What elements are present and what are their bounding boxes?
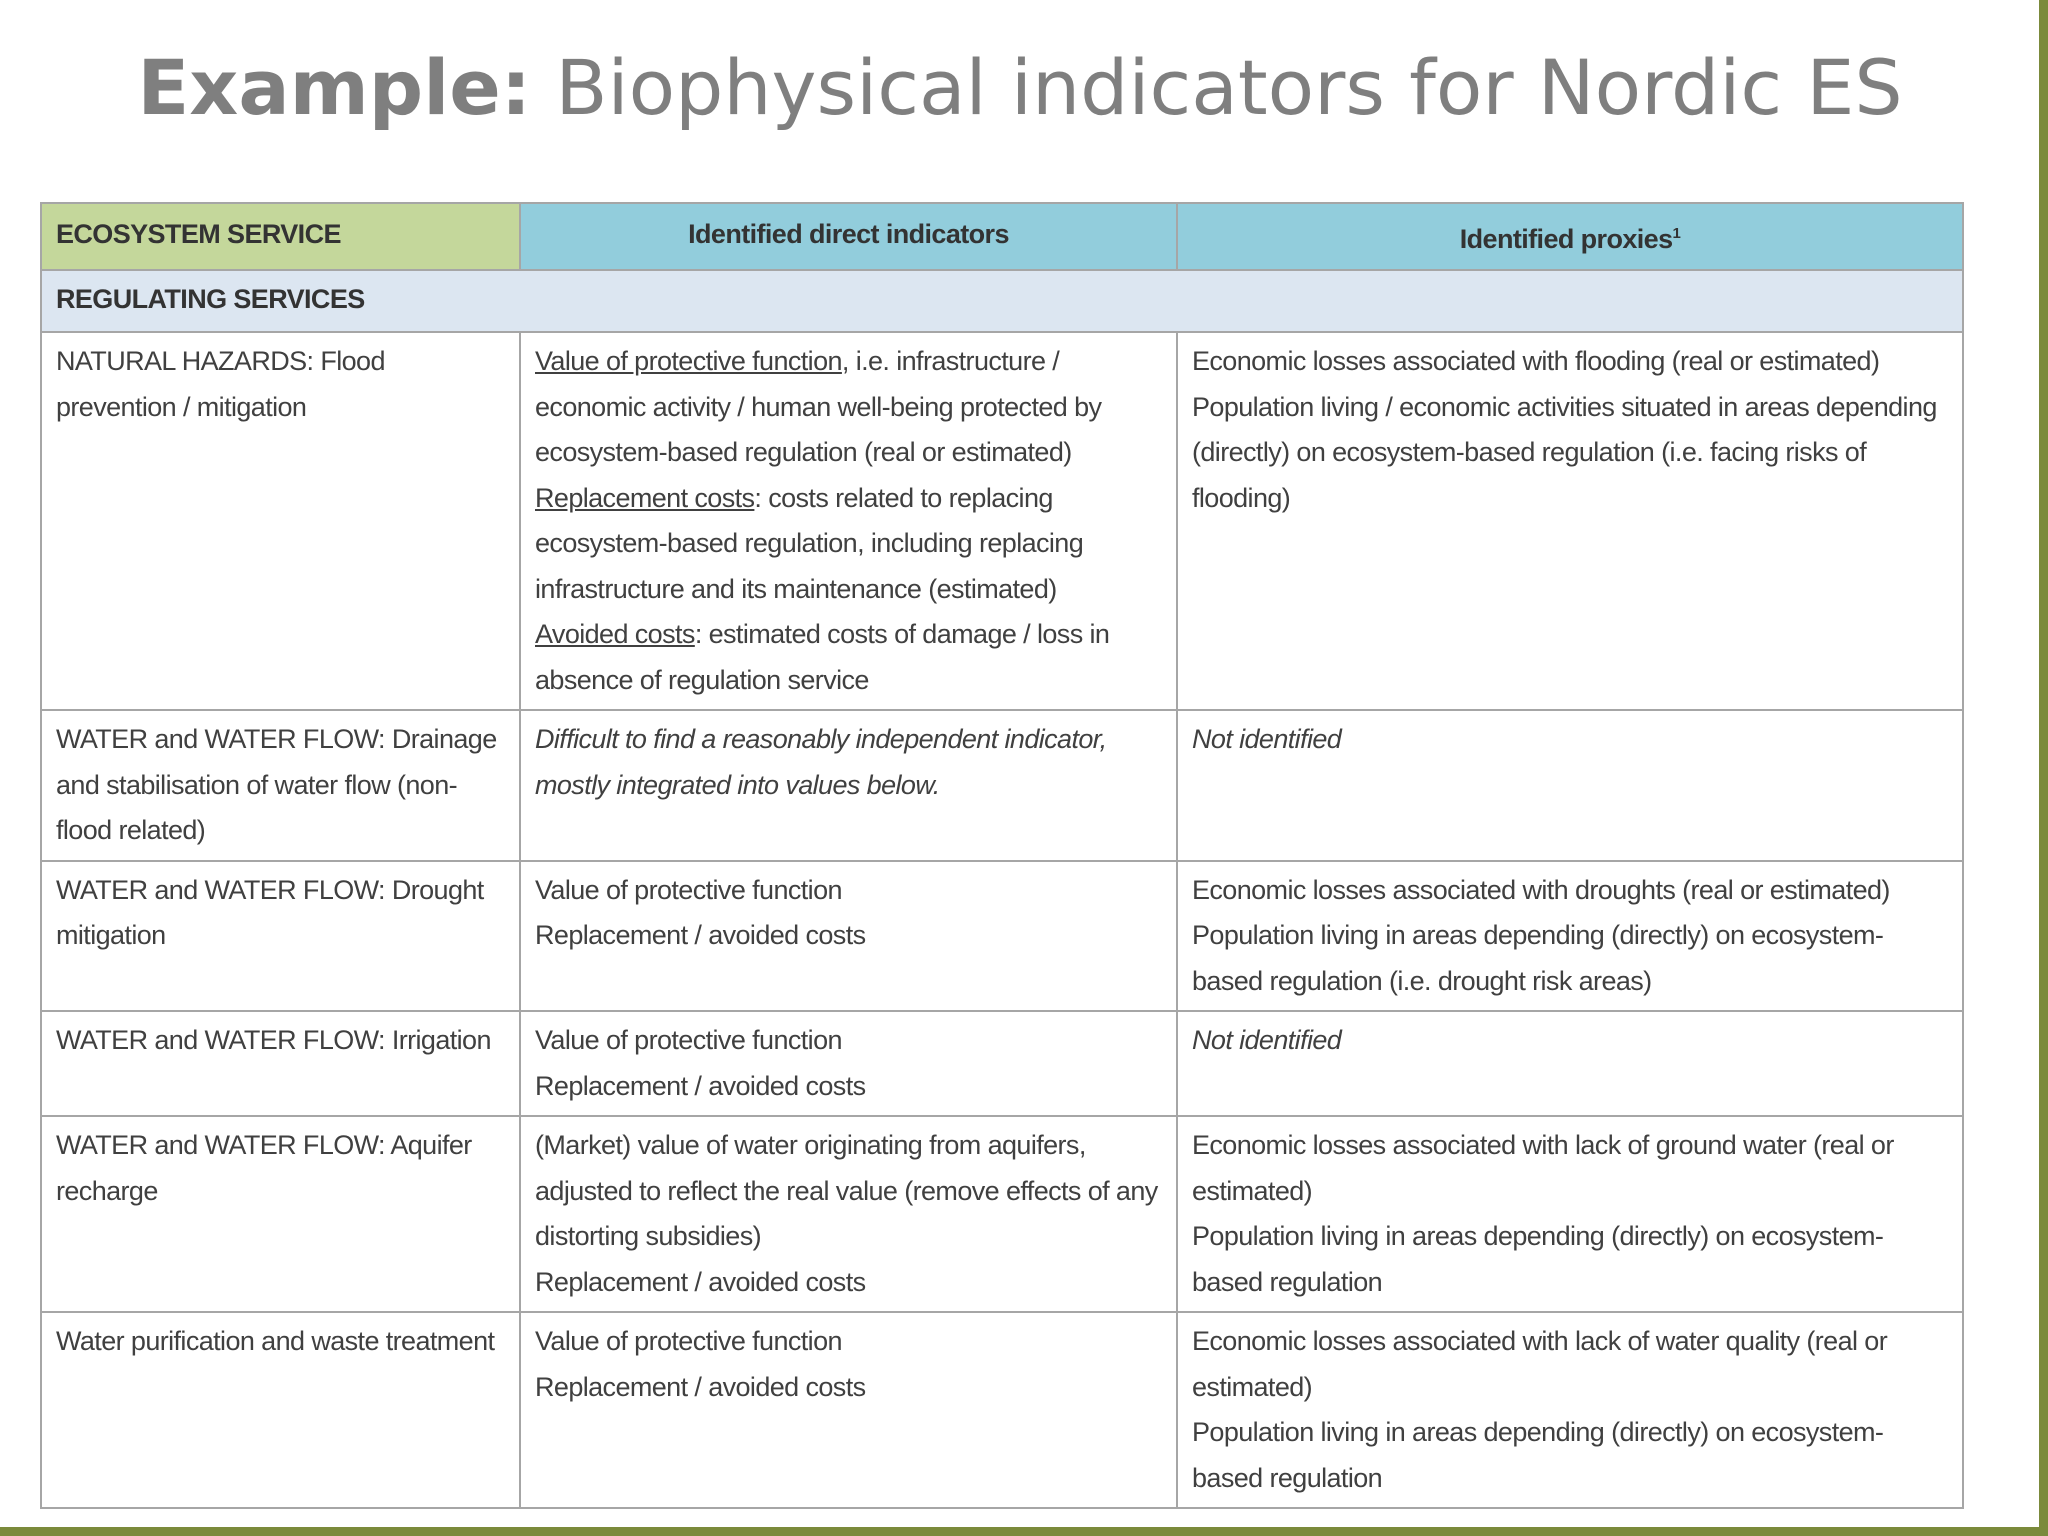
indicator-line: (Market) value of water originating from aquifers, adjusted to reflect the real value (remove effects of any distorting subsidies) <box>535 1130 1158 1251</box>
direct-indicators-cell: Difficult to find a reasonably independent indicator, mostly integrated into values below. <box>520 710 1177 861</box>
indicator-term: Value of protective function <box>535 346 842 376</box>
table-row <box>41 1312 1963 1508</box>
proxy-line: Population living in areas depending (directly) on ecosystem-based regulation (i.e. drought risk areas) <box>1192 920 1884 996</box>
slide-title-bold: Example: <box>137 43 532 132</box>
header-ecosystem-service: ECOSYSTEM SERVICE <box>41 203 520 270</box>
indicator-line: Replacement / avoided costs <box>535 920 866 950</box>
direct-indicators-cell <box>520 1011 1177 1116</box>
proxy-line: Population living in areas depending (directly) on ecosystem-based regulation <box>1192 1221 1884 1297</box>
table-row <box>41 1011 1963 1116</box>
proxy-line: Population living / economic activities situated in areas depending (directly) on ecosystem-based regulation (i.e. facing risks of flooding) <box>1192 391 1937 513</box>
right-accent-border <box>2039 0 2048 1536</box>
proxy-line: Economic losses associated with lack of water quality (real or estimated) <box>1192 1326 1888 1402</box>
direct-indicators-cell <box>520 1116 1177 1312</box>
header-proxies-footnote: 1 <box>1672 225 1681 242</box>
proxies-cell <box>1177 1312 1963 1508</box>
table-row <box>41 710 1963 861</box>
table-row <box>41 861 1963 1012</box>
service-cell: NATURAL HAZARDS: Flood prevention / mitigation <box>41 332 520 710</box>
service-cell: WATER and WATER FLOW: Drought mitigation <box>41 861 520 1012</box>
indicator-line: Value of protective function <box>535 1025 842 1055</box>
header-row <box>41 203 1963 270</box>
service-cell: WATER and WATER FLOW: Drainage and stabilisation of water flow (non-flood related) <box>41 710 520 861</box>
indicator-text: , i.e. infrastructure / economic activity / human well-being protected by ecosystem-based regulation (real or estimated) <box>535 346 1102 467</box>
proxies-cell <box>1177 332 1963 710</box>
bottom-accent-border <box>0 1527 2048 1536</box>
indicator-text: : costs related to replacing ecosystem-based regulation, including replacing infrastructure and its maintenance (estimated) <box>535 482 1084 604</box>
table-row <box>41 1116 1963 1312</box>
direct-indicators-cell <box>520 1312 1177 1508</box>
header-proxies-label: Identified proxies <box>1459 224 1673 254</box>
table-row <box>41 332 1963 710</box>
indicator-line: Replacement / avoided costs <box>535 1266 866 1297</box>
slide-title-text: Biophysical indicators for Nordic ES <box>531 43 1903 132</box>
indicator-line <box>535 476 1162 613</box>
proxies-cell <box>1177 1116 1963 1312</box>
direct-indicators-cell <box>520 332 1177 710</box>
proxy-line: Economic losses associated with flooding (real or estimated) <box>1192 346 1880 376</box>
indicator-line: Replacement / avoided costs <box>535 1070 866 1101</box>
direct-indicators-cell <box>520 861 1177 1012</box>
proxy-line: Economic losses associated with droughts (real or estimated) <box>1192 874 1890 905</box>
header-direct-indicators: Identified direct indicators <box>520 203 1177 270</box>
header-proxies <box>1177 203 1963 270</box>
proxy-line: Population living in areas depending (directly) on ecosystem-based regulation <box>1192 1417 1884 1493</box>
section-regulating-services: REGULATING SERVICES <box>41 270 1963 332</box>
service-cell: WATER and WATER FLOW: Irrigation <box>41 1011 520 1116</box>
indicator-line: Value of protective function <box>535 874 842 905</box>
indicator-line <box>535 612 1162 703</box>
proxies-cell: Not identified <box>1177 1011 1963 1116</box>
indicator-term: Replacement costs <box>535 482 755 513</box>
section-row <box>41 270 1963 332</box>
slide-title <box>0 38 2040 138</box>
service-cell: Water purification and waste treatment <box>41 1312 520 1508</box>
indicator-text: : estimated costs of damage / loss in absence of regulation service <box>535 619 1110 695</box>
proxies-cell: Not identified <box>1177 710 1963 861</box>
indicator-line: Value of protective function <box>535 1326 842 1356</box>
indicator-term: Avoided costs <box>535 619 695 649</box>
indicators-table <box>40 202 1964 1509</box>
service-cell: WATER and WATER FLOW: Aquifer recharge <box>41 1116 520 1312</box>
indicator-line: Replacement / avoided costs <box>535 1371 866 1402</box>
proxy-line: Economic losses associated with lack of ground water (real or estimated) <box>1192 1130 1894 1206</box>
indicator-line <box>535 339 1162 476</box>
proxies-cell <box>1177 861 1963 1012</box>
